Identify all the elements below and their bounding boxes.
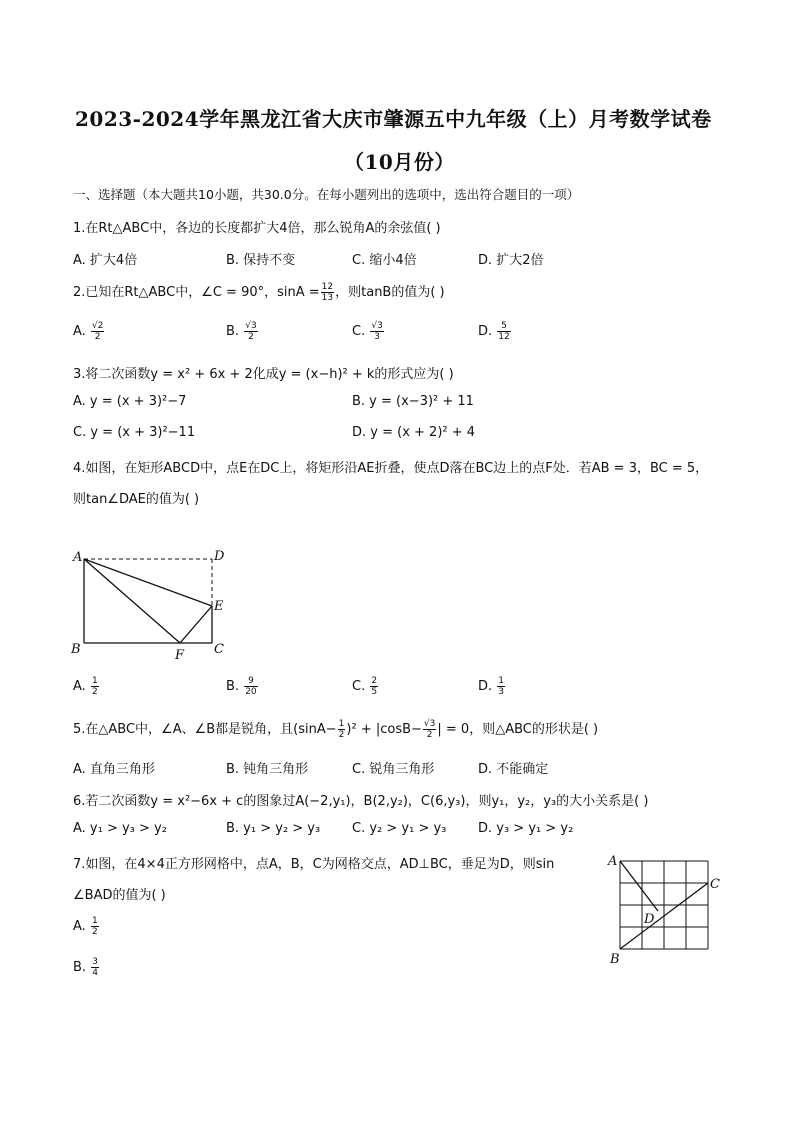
- q4-a-den: 2: [91, 687, 98, 697]
- q4-fold-outline: [84, 559, 212, 643]
- question-2-text: [73, 281, 445, 303]
- q7-option-b-value: [91, 957, 99, 978]
- q4-b-num: 9: [244, 676, 257, 687]
- q1-option-b: B. 保持不变: [226, 253, 296, 268]
- q5-fraction-1: [338, 719, 346, 740]
- q4-d-den: 3: [498, 687, 505, 697]
- q4-option-b: [226, 676, 259, 697]
- q3-option-a: A. y = (x + 3)²−7: [73, 394, 187, 409]
- q4-segment-ae: [84, 559, 212, 606]
- q2-a-num: √2: [91, 321, 104, 331]
- q5-f1-den: 2: [338, 730, 345, 740]
- q5-option-d: D. 不能确定: [478, 762, 549, 777]
- q2-stem-a: 2.已知在Rt△ABC中，∠C = 90°，sinA =: [73, 285, 320, 300]
- q2-frac-num: 12: [321, 282, 334, 292]
- q2-c-num: √3: [371, 321, 383, 331]
- q2-option-a-value: [91, 321, 104, 342]
- q7-label-c: C: [710, 877, 720, 892]
- q4-rectangle-figure: [66, 545, 236, 663]
- q4-option-d: [478, 676, 506, 697]
- q4-option-a-value: [91, 676, 99, 697]
- q5-stem-c: | = 0，则△ABC的形状是( ): [437, 722, 599, 737]
- question-4-line-1: 4.如图，在矩形ABCD中，点E在DC上，将矩形沿AE折叠，使点D落在BC边上的点F处．若AB = 3，BC = 5，: [73, 461, 709, 476]
- q4-c-num: 2: [371, 676, 378, 686]
- q5-option-a: A. 直角三角形: [73, 762, 155, 777]
- question-1-text: 1.在Rt△ABC中，各边的长度都扩大4倍，那么锐角A的余弦值( ): [73, 221, 441, 236]
- q4-segment-fe: [180, 606, 212, 643]
- q7-a-num: 1: [91, 916, 98, 926]
- q2-option-c-value: [370, 321, 383, 342]
- q4-label-e: E: [214, 599, 224, 614]
- page-subtitle: （10月份）: [344, 150, 455, 174]
- q5-stem-b: )² + |cosB−: [346, 722, 422, 737]
- q4-d-num: 1: [498, 676, 505, 686]
- q5-f1-num: 1: [338, 719, 345, 729]
- q7-label-b: B: [610, 952, 620, 967]
- q6-option-a: A. y₁ > y₃ > y₂: [73, 821, 167, 836]
- q2-c-den: 3: [374, 332, 380, 342]
- q5-f2-den: 2: [426, 730, 433, 740]
- q2-a-den: 2: [94, 332, 101, 342]
- q3-option-c: C. y = (x + 3)²−11: [73, 425, 196, 440]
- q4-label-d: D: [214, 549, 225, 564]
- q4-option-b-value: [244, 676, 257, 697]
- q6-option-b: B. y₁ > y₂ > y₃: [226, 821, 321, 836]
- question-7-line-2: ∠BAD的值为( ): [73, 888, 166, 903]
- question-6-text: 6.若二次函数y = x²−6x + c的图象过A(−2,y₁)，B(2,y₂)，C(6,y₃)，则y₁，y₂，y₃的大小关系是( ): [73, 794, 649, 809]
- q4-label-f: F: [175, 648, 185, 663]
- q2-frac-den: 13: [321, 293, 334, 303]
- q4-option-d-value: [497, 676, 505, 697]
- q5-stem-a: 5.在△ABC中，∠A、∠B都是锐角，且(sinA−: [73, 722, 337, 737]
- q5-f2-num: √3: [423, 719, 436, 729]
- q2-option-d-label: D.: [478, 324, 493, 339]
- q4-label-b: B: [71, 642, 81, 657]
- question-3-text: 3.将二次函数y = x² + 6x + 2化成y = (x−h)² + k的形式应为( ): [73, 367, 454, 382]
- q3-option-b: B. y = (x−3)² + 11: [352, 394, 474, 409]
- q6-option-c: C. y₂ > y₁ > y₃: [352, 821, 447, 836]
- q6-option-d: D. y₃ > y₁ > y₂: [478, 821, 574, 836]
- q7-label-a: A: [608, 854, 618, 869]
- question-7-line-1: 7.如图，在4×4正方形网格中，点A，B，C为网格交点，AD⊥BC，垂足为D，则sin: [73, 857, 555, 872]
- q4-option-c-value: [370, 676, 378, 697]
- q2-option-c: [352, 321, 385, 342]
- q7-segment-ad: [620, 861, 658, 911]
- q2-d-num: 5: [497, 321, 510, 332]
- q2-option-a-label: A.: [73, 324, 86, 339]
- q4-b-den: 20: [245, 687, 257, 697]
- q7-a-den: 2: [91, 927, 98, 937]
- q4-option-a: [73, 676, 100, 697]
- q4-option-b-label: B.: [226, 679, 240, 694]
- q5-fraction-2: [423, 719, 436, 740]
- q1-option-c: C. 缩小4倍: [352, 253, 417, 268]
- q7-grid-figure: [604, 853, 728, 967]
- q2-option-d: [478, 321, 512, 342]
- q7-option-a-value: [91, 916, 99, 937]
- q4-a-num: 1: [91, 676, 98, 686]
- q4-label-c: C: [214, 642, 224, 657]
- q2-stem-b: ，则tanB的值为( ): [335, 285, 445, 300]
- q1-option-d: D. 扩大2倍: [478, 253, 544, 268]
- q4-option-a-label: A.: [73, 679, 86, 694]
- q1-option-a: A. 扩大4倍: [73, 253, 138, 268]
- q2-option-a: [73, 321, 105, 342]
- q4-option-c-label: C.: [352, 679, 366, 694]
- q7-b-num: 3: [92, 957, 98, 967]
- q7-option-a-label: A.: [73, 919, 86, 934]
- section-heading: 一、选择题（本大题共10小题，共30.0分。在每小题列出的选项中，选出符合题目的一项）: [73, 187, 580, 202]
- q2-option-b: [226, 321, 259, 342]
- q7-option-b-label: B.: [73, 960, 87, 975]
- q5-option-b: B. 钝角三角形: [226, 762, 309, 777]
- q4-option-c: [352, 676, 379, 697]
- q4-segment-af: [84, 559, 180, 643]
- q7-label-d: D: [644, 912, 655, 927]
- q2-option-c-label: C.: [352, 324, 366, 339]
- q4-c-den: 5: [371, 687, 378, 697]
- q7-grid-lines: [620, 861, 708, 949]
- q7-option-b: [73, 957, 100, 978]
- q2-stem-fraction: [321, 282, 334, 303]
- q4-option-d-label: D.: [478, 679, 493, 694]
- q2-option-d-value: [497, 321, 510, 342]
- q2-option-b-value: [244, 321, 257, 342]
- q5-option-c: C. 锐角三角形: [352, 762, 435, 777]
- q4-label-a: A: [73, 550, 83, 565]
- question-5-text: [73, 718, 598, 740]
- question-4-line-2: 则tan∠DAE的值为( ): [73, 492, 200, 507]
- page-title: 2023-2024学年黑龙江省大庆市肇源五中九年级（上）月考数学试卷: [75, 107, 712, 131]
- q2-b-num: √3: [245, 321, 257, 331]
- q2-b-den: 2: [248, 332, 254, 342]
- q3-option-d: D. y = (x + 2)² + 4: [352, 425, 476, 440]
- q2-d-den: 12: [498, 332, 510, 342]
- q7-option-a: [73, 916, 100, 937]
- q7-b-den: 4: [92, 968, 98, 978]
- q2-option-b-label: B.: [226, 324, 240, 339]
